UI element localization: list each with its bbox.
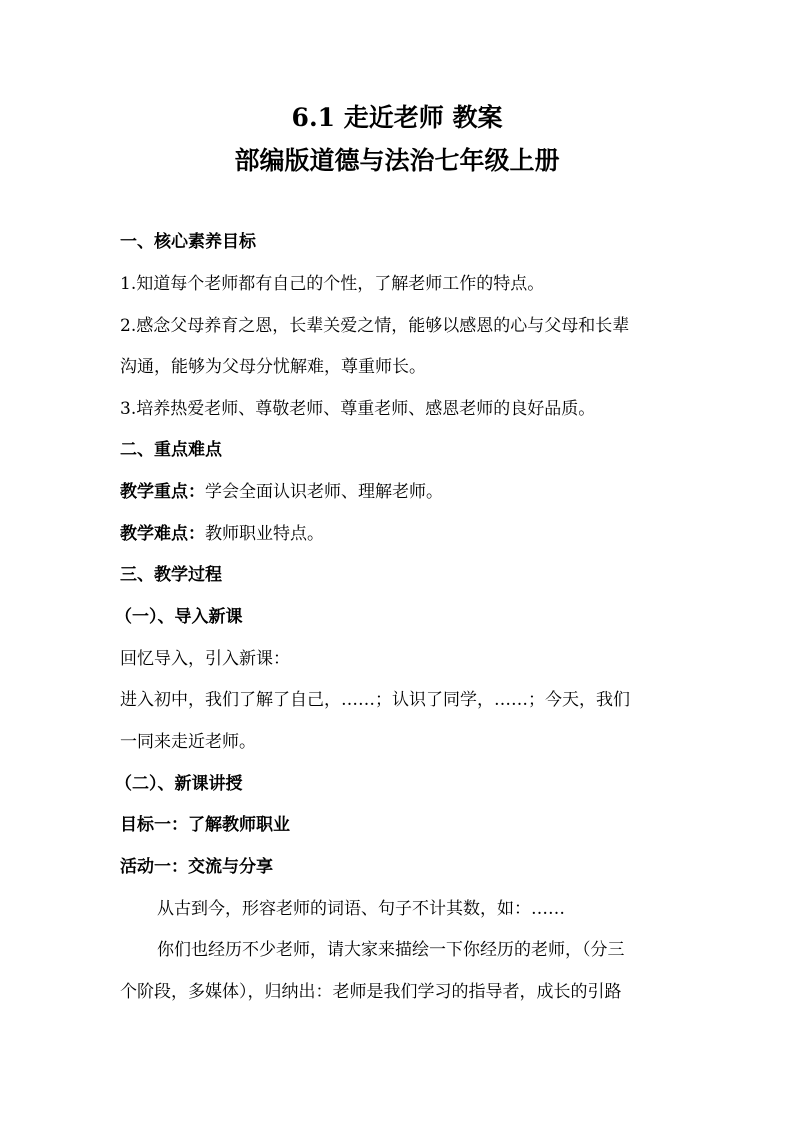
- teaching-difficulty-text: 教师职业特点。: [205, 524, 324, 544]
- teaching-key-text: 学会全面认识老师、理解老师。: [205, 482, 443, 502]
- goal-1-heading: 目标一：了解教师职业: [120, 815, 290, 835]
- paragraph-2-line-2: 个阶段，多媒体），归纳出：老师是我们学习的指导者，成长的引路: [120, 982, 622, 1002]
- section-heading-key-points: 二、重点难点: [120, 440, 222, 460]
- teaching-difficulty: [120, 522, 680, 546]
- objective-item-3: 3.培养热爱老师、尊敬老师、尊重老师、感恩老师的良好品质。: [120, 399, 596, 419]
- objective-item-1: 1.知道每个老师都有自己的个性，了解老师工作的特点。: [120, 274, 545, 294]
- teaching-key-point: [120, 480, 680, 504]
- document-subtitle: 部编版道德与法治七年级上册: [234, 146, 560, 175]
- subsection-heading-intro: （一）、导入新课: [115, 607, 243, 627]
- teaching-key-label: 教学重点：: [120, 482, 205, 502]
- section-heading-objectives: 一、核心素养目标: [120, 232, 256, 252]
- intro-paragraph-line-2: 一同来走近老师。: [120, 732, 256, 752]
- activity-1-heading: 活动一：交流与分享: [120, 857, 273, 877]
- objective-item-2-line-1: 2.感念父母养育之恩，长辈关爱之情，能够以感恩的心与父母和长辈: [120, 316, 630, 336]
- document-title: 6.1 走近老师 教案: [291, 103, 503, 132]
- paragraph-1: 从古到今，形容老师的词语、句子不计其数，如：……: [157, 899, 565, 919]
- objective-item-2-line-2: 沟通，能够为父母分忧解难，尊重师长。: [120, 357, 426, 377]
- teaching-difficulty-label: 教学难点：: [120, 524, 205, 544]
- section-heading-process: 三、教学过程: [120, 565, 222, 585]
- paragraph-2-line-1: 你们也经历不少老师，请大家来描绘一下你经历的老师，（分三: [157, 940, 625, 960]
- subsection-heading-lesson: （二）、新课讲授: [115, 774, 243, 794]
- intro-line: 回忆导入，引入新课：: [120, 649, 290, 669]
- intro-paragraph-line-1: 进入初中，我们了解了自己，……；认识了同学，……；今天，我们: [120, 690, 630, 710]
